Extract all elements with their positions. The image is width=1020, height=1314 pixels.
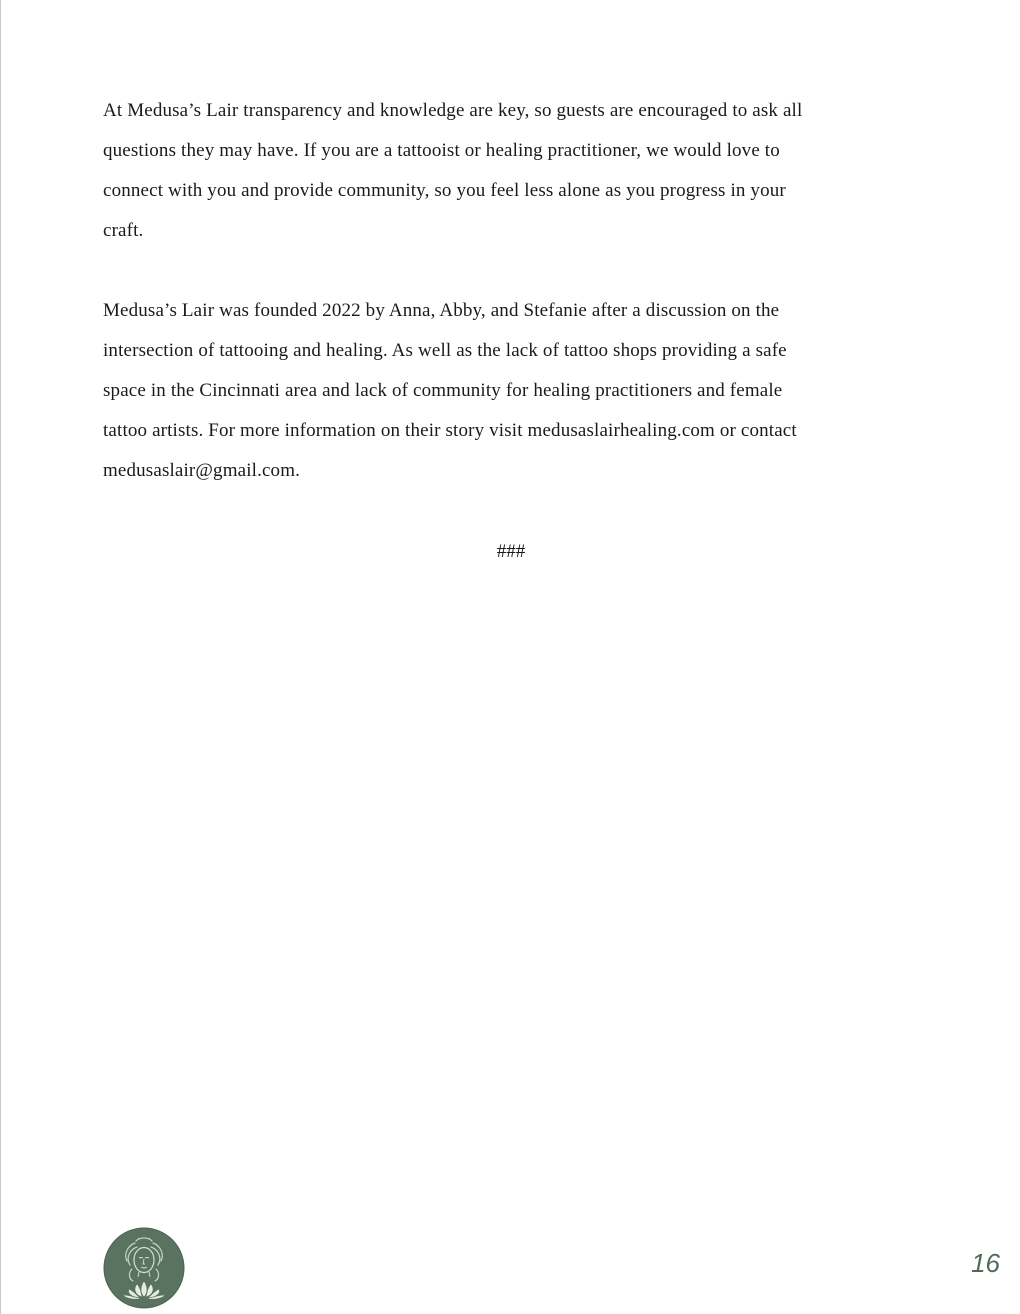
paragraph-line: tattoo artists. For more information on their story visit medusaslairhealing.com or contact — [103, 420, 797, 441]
medusa-lotus-logo-icon — [103, 1227, 185, 1309]
paragraph-transparency — [103, 91, 903, 251]
paragraph-line: connect with you and provide community, so you feel less alone as you progress in your — [103, 180, 786, 201]
paragraph-line: At Medusa’s Lair transparency and knowledge are key, so guests are encouraged to ask all — [103, 100, 803, 121]
paragraph-founding — [103, 291, 903, 491]
paragraph-line: craft. — [103, 220, 144, 241]
paragraph-line: intersection of tattooing and healing. As well as the lack of tattoo shops providing a safe — [103, 340, 787, 361]
end-of-release-mark: ### — [496, 541, 526, 562]
paragraph-line: space in the Cincinnati area and lack of community for healing practitioners and female — [103, 380, 783, 401]
paragraph-line: Medusa’s Lair was founded 2022 by Anna, Abby, and Stefanie after a discussion on the — [103, 300, 780, 321]
paragraph-line: medusaslair@gmail.com. — [103, 460, 301, 481]
page-number: 16 — [971, 1248, 1000, 1278]
paragraph-line: questions they may have. If you are a tattooist or healing practitioner, we would love to — [103, 140, 780, 161]
